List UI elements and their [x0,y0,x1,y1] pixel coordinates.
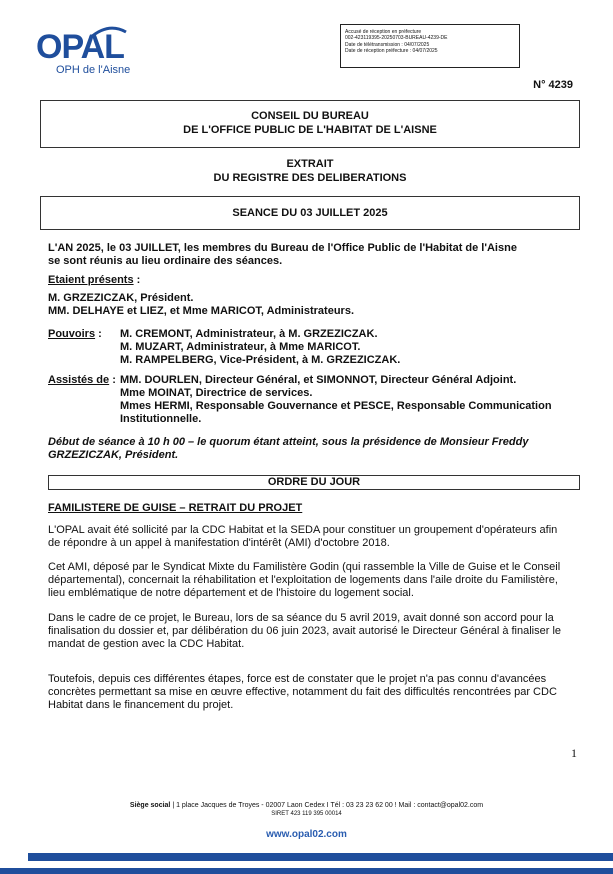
body-p2-l3: lieu emblématique de notre département et de l'histoire du logement social. [48,587,414,599]
body-p1-l2: de répondre à un appel à manifestation d'intérêt (AMI) d'octobre 2018. [48,537,390,549]
logo-brand: OPAL [36,28,124,66]
pouvoirs-colon: : [95,328,102,340]
footer-siret: SIRET 423 119 395 00014 [271,811,342,817]
body-p3-l3: mandat de gestion avec la CDC Habitat. [48,638,245,650]
pouvoirs-label: Pouvoirs [48,328,96,340]
body-p3-l2: finalisation du dossier et, par délibération du 06 juin 2023, avait autorisé le Directeur Général à finaliser le [48,625,562,637]
assistes-label: Assistés de [48,374,110,386]
agenda-title: ORDRE DU JOUR [267,476,361,488]
stamp-line: Accusé de réception en préfecture [345,29,422,35]
prefecture-stamp [340,24,520,68]
body-p4-l2: concrètes permettant sa mise en œuvre effective, notamment du fait des difficultés rencontrées par CDC [48,686,557,698]
section-title: FAMILISTERE DE GUISE – RETRAIT DU PROJET [48,502,303,514]
footer-address-text: | 1 place Jacques de Troyes - 02007 Laon Cedex I Tél : 03 23 23 62 00 ! Mail : contact@opal02.com [170,802,484,809]
extract-subtitle: DU REGISTRE DES DELIBERATIONS [213,172,407,184]
extract-title: EXTRAIT [286,158,334,170]
header-title-line2: DE L'OFFICE PUBLIC DE L'HABITAT DE L'AISNE [183,124,437,136]
body-p2-l2: départemental), concernait la réhabilitation et l'exploitation de logements dans l'aile droite du Familistère, [48,574,558,586]
logo-tagline: OPH de l'Aisne [56,64,131,76]
body-p2-l1: Cet AMI, déposé par le Syndicat Mixte du Familistère Godin (qui rassemble la Ville de Guise et le Conseil [48,561,561,573]
pouvoirs-line3: M. RAMPELBERG, Vice-Président, à M. GRZEZICZAK. [120,354,401,366]
assistes-line3: Mmes HERMI, Responsable Gouvernance et PESCE, Responsable Communication [120,400,552,412]
footer-website-link[interactable]: www.opal02.com [266,829,347,840]
body-p1-l1: L'OPAL avait été sollicité par la CDC Habitat et la SEDA pour constituer un groupement d'opérateurs afin [48,524,558,536]
present-heading [48,274,576,287]
body-p4-l1: Toutefois, depuis ces différentes étapes, force est de constater que le projet n'a pas connu d'avancées [48,673,547,685]
present-line2: MM. DELHAYE et LIEZ, et Mme MARICOT, Administrateurs. [48,305,355,317]
assistes-line1: MM. DOURLEN, Directeur Général, et SIMONNOT, Directeur Général Adjoint. [120,374,517,386]
present-label: Etaient présents [48,274,134,286]
footer-bar [28,853,613,861]
reference-number: N° 4239 [533,79,573,91]
assistes-heading [48,374,116,387]
stamp-line: 002-423119395-20250703-BUREAU-4239-DE [345,35,448,42]
footer-bar-bottom [0,868,613,874]
footer-label: Siège social [129,802,171,809]
footer-address [0,802,613,809]
present-line1: M. GRZEZICZAK, Président. [48,292,194,304]
opal-logo [36,30,152,78]
session-title: SEANCE DU 03 JUILLET 2025 [232,207,388,219]
pouvoirs-line1: M. CREMONT, Administrateur, à M. GRZEZICZAK. [120,328,378,340]
body-p3-l1: Dans le cadre de ce projet, le Bureau, lors de sa séance du 5 avril 2019, avait donné son accord pour la [48,612,554,624]
present-colon: : [133,274,141,286]
pouvoirs-line2: M. MUZART, Administrateur, à Mme MARICOT. [120,341,361,353]
intro-line1: L'AN 2025, le 03 JUILLET, les membres du Bureau de l'Office Public de l'Habitat de l'Aisne [48,242,517,254]
header-title-line1: CONSEIL DU BUREAU [251,110,369,122]
assistes-line2: Mme MOINAT, Directrice de services. [120,387,313,399]
logo-swoosh-icon [88,26,128,40]
assistes-colon: : [109,374,116,386]
stamp-line: Date de télétransmission : 04/07/2025 [345,41,430,48]
stamp-line: Date de réception préfecture : 04/07/2025 [345,48,438,55]
quorum-line2: GRZEZICZAK, Président. [48,449,179,461]
assistes-line4: Institutionnelle. [120,413,202,425]
pouvoirs-heading [48,328,102,341]
intro-line2: se sont réunis au lieu ordinaire des séances. [48,255,283,267]
body-p4-l3: Habitat dans le financement du projet. [48,699,234,711]
page-number: 1 [571,746,577,760]
quorum-line1: Début de séance à 10 h 00 – le quorum étant atteint, sous la présidence de Monsieur Freddy [48,436,529,448]
